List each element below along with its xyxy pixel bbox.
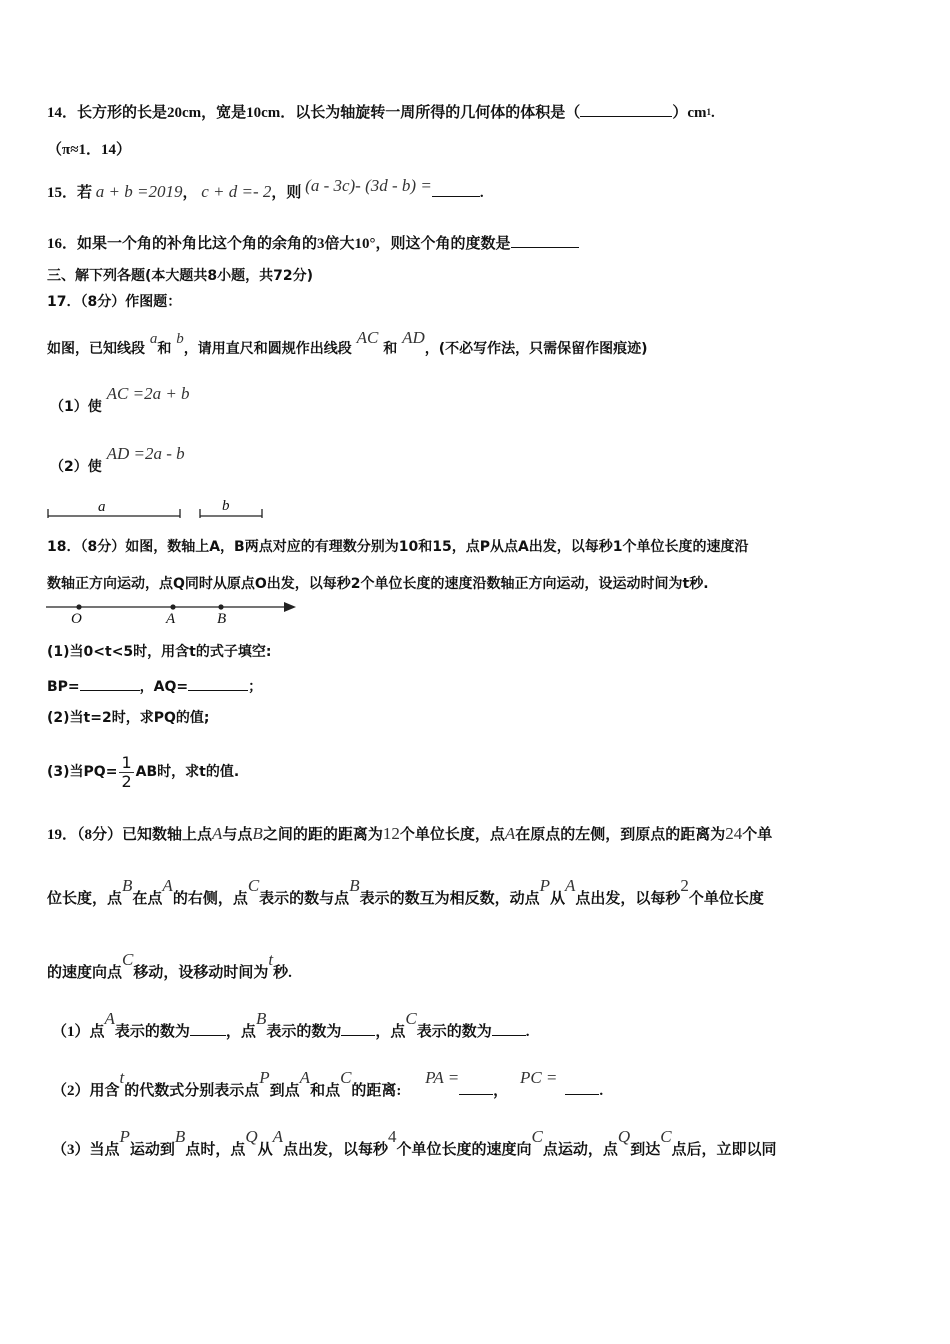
q19-p3-h: 到达 xyxy=(630,1142,661,1158)
q19-p2-a: （2）用含 xyxy=(52,1083,120,1099)
q19-pc-blank[interactable] xyxy=(565,1080,599,1095)
q19-pa-eq: PA = xyxy=(425,1068,460,1087)
q19-pa-blank[interactable] xyxy=(459,1080,493,1095)
q19-p1-blank-a[interactable] xyxy=(190,1021,226,1036)
q14-pi-note: （π≈1．14） xyxy=(47,142,131,158)
q19-line3 xyxy=(47,950,292,983)
q19-p3-var-c: C xyxy=(531,1127,543,1146)
q15-prefix: 15．若 xyxy=(47,185,93,201)
q17-segments-figure xyxy=(40,496,280,526)
q19-var-a: A xyxy=(212,824,223,843)
q19-l2-d: 表示的数与点 xyxy=(259,891,350,907)
q15-line xyxy=(47,176,484,203)
q18-aq: ，AQ= xyxy=(139,679,189,695)
q17-part1-eq: AC =2a + b xyxy=(106,384,190,403)
q19-l2-g: 点出发，以每秒 xyxy=(575,891,681,907)
q19-l2-e: 表示的数互为相反数，动点 xyxy=(359,891,540,907)
q15-sep: ， xyxy=(182,185,198,201)
q19-p2-var-t: t xyxy=(119,1068,125,1087)
segment-a-label: a xyxy=(98,499,106,515)
q18-bp: BP= xyxy=(47,679,80,695)
q19-p2-d: 和点 xyxy=(310,1083,341,1099)
q18-part1-fill xyxy=(47,676,262,697)
axis-label-o: O xyxy=(71,611,82,627)
q19-num-4: 4 xyxy=(388,1127,397,1146)
q15-eq3: (a - 3c)- (3d - b) = xyxy=(305,176,432,195)
q19-p2-var-c: C xyxy=(340,1068,352,1087)
q19-l2-var-c: C xyxy=(247,876,260,895)
q19-p3-var-b: B xyxy=(174,1127,186,1146)
q17-title: 17．（8分）作图题： xyxy=(47,294,182,310)
q15-eq1: a + b =2019 xyxy=(95,182,183,201)
q19-p1-b: 表示的数为 xyxy=(114,1024,190,1040)
q19-l1-e: 在原点的左侧，到原点的距离为 xyxy=(515,827,726,843)
q19-l2-a: 位长度，点 xyxy=(47,891,123,907)
q17-var-a: a xyxy=(149,331,158,347)
q19-p3-var-p: P xyxy=(119,1127,130,1146)
q19-p2-e: 的距离: xyxy=(351,1083,402,1099)
q19-p3-e: 点出发，以每秒 xyxy=(283,1142,389,1158)
q19-l2-h: 个单位长度 xyxy=(688,891,764,907)
q19-p3-g: 点运动，点 xyxy=(542,1142,618,1158)
q18-bp-blank[interactable] xyxy=(80,676,140,691)
q17-seg-ac: AC xyxy=(356,328,379,347)
q17-he1: 和 xyxy=(157,341,172,357)
point-b xyxy=(218,604,223,609)
q19-part3 xyxy=(52,1127,777,1160)
q19-p1-var-b: B xyxy=(255,1009,267,1028)
q19-pc-eq: PC = xyxy=(519,1068,558,1087)
q19-p1-var-c: C xyxy=(405,1009,417,1028)
q17-line-b: ，请用直尺和圆规作出线段 xyxy=(183,341,352,357)
q19-l3-c: 秒. xyxy=(273,965,292,981)
q18-part3-pre: (3)当PQ= xyxy=(47,764,118,780)
segment-a xyxy=(48,509,180,518)
q19-num-24: 24 xyxy=(725,824,743,843)
q18-part3 xyxy=(47,752,239,792)
q19-p2-c: 到点 xyxy=(269,1083,300,1099)
q19-p2-b: 的代数式分别表示点 xyxy=(124,1083,260,1099)
q15-answer-blank[interactable] xyxy=(432,182,480,197)
q19-p3-a: （3）当点 xyxy=(52,1142,120,1158)
q19-l3-b: 移动，设移动时间为 xyxy=(133,965,269,981)
q19-num-12: 12 xyxy=(382,824,400,843)
q14-answer-blank[interactable] xyxy=(580,102,672,117)
segment-b xyxy=(200,509,262,518)
q17-line-c: ，(不必写作法，只需保留作图痕迹) xyxy=(424,341,648,357)
q14-end: . xyxy=(710,105,715,121)
axis-label-b: B xyxy=(217,611,227,627)
q17-line-a: 如图，已知线段 xyxy=(47,341,145,357)
q18-fraction xyxy=(119,754,133,791)
q18-part1: (1)当0<t<5时，用含t的式子填空: xyxy=(47,644,272,660)
q19-l1-c: 之间的距的距离为 xyxy=(262,827,383,843)
q16-answer-blank[interactable] xyxy=(511,233,579,248)
q19-p3-var-a: A xyxy=(272,1127,284,1146)
q19-l1-a: 19．（8分）已知数轴上点 xyxy=(47,827,213,843)
q19-p1-d: 表示的数为 xyxy=(266,1024,342,1040)
q18-line1: 18．（8分）如图，数轴上A，B两点对应的有理数分别为10和15，点P从点A出发，以每秒1个单位长度的速度沿 xyxy=(47,539,749,555)
q19-l2-var-b2: B xyxy=(349,876,360,895)
q19-l3-var-c: C xyxy=(122,950,134,969)
q19-p3-b: 运动到 xyxy=(129,1142,175,1158)
q17-part1 xyxy=(50,384,190,417)
q19-l1-f: 个单 xyxy=(742,827,773,843)
q18-aq-blank[interactable] xyxy=(188,676,248,691)
q19-p3-c: 点时，点 xyxy=(185,1142,246,1158)
q17-seg-ad: AD xyxy=(402,328,425,347)
q19-p1-blank-b[interactable] xyxy=(341,1021,375,1036)
q19-num-2: 2 xyxy=(680,876,689,895)
q19-line2 xyxy=(47,876,764,909)
q19-line1 xyxy=(47,824,772,845)
q19-l3-a: 的速度向点 xyxy=(47,965,123,981)
q19-l2-var-b: B xyxy=(122,876,133,895)
q19-p3-var-q: Q xyxy=(245,1127,258,1146)
q19-p3-var-q2: Q xyxy=(617,1127,631,1146)
q19-l2-var-a: A xyxy=(162,876,173,895)
q18-frac-num: 1 xyxy=(121,752,132,772)
q19-l1-b: 与点 xyxy=(222,827,253,843)
q17-part2-eq: AD =2a - b xyxy=(106,444,185,463)
q19-l2-var-a2: A xyxy=(565,876,576,895)
q18-part3-post: AB时，求t的值. xyxy=(135,764,240,780)
q16-line xyxy=(47,233,579,254)
q19-p2-var-a: A xyxy=(299,1068,311,1087)
q14-exponent: 1 xyxy=(706,107,711,117)
point-o xyxy=(76,604,81,609)
q17-part2 xyxy=(50,444,185,477)
q19-l3-var-t: t xyxy=(268,950,274,969)
q17-he2: 和 xyxy=(383,341,398,357)
q18-frac-den: 2 xyxy=(121,771,132,791)
q17-part2-label: （2）使 xyxy=(50,459,102,475)
q14-close: ）cm xyxy=(672,105,707,121)
q14-text: 14．长方形的长是20cm，宽是10cm．以长为轴旋转一周所得的几何体的体积是（ xyxy=(47,105,581,121)
q15-end: . xyxy=(479,185,484,201)
section3-heading: 三、解下列各题(本大题共8小题，共72分) xyxy=(47,268,314,284)
q19-p1-var-a: A xyxy=(104,1009,115,1028)
q14-line xyxy=(47,102,715,123)
q18-part2: (2)当t=2时，求PQ的值; xyxy=(47,710,210,726)
q18-line2: 数轴正方向运动，点Q同时从原点O出发，以每秒2个单位长度的速度沿数轴正方向运动，设运动时间为t秒. xyxy=(47,576,709,592)
q19-p3-i: 点后，立即以同 xyxy=(671,1142,777,1158)
q19-var-b: B xyxy=(252,824,263,843)
q17-var-b: b xyxy=(176,331,184,347)
q16-text: 16．如果一个角的补角比这个角的余角的3倍大10°，则这个角的度数是 xyxy=(47,236,511,252)
q19-p1-c: ，点 xyxy=(225,1024,256,1040)
q19-p2-comma: ， xyxy=(493,1083,509,1099)
q19-l2-b: 在点 xyxy=(132,891,163,907)
q19-p1-a: （1）点 xyxy=(52,1024,105,1040)
q19-var-a2: A xyxy=(504,824,516,843)
segment-b-label: b xyxy=(222,498,230,514)
q17-part1-label: （1）使 xyxy=(50,399,102,415)
point-a xyxy=(170,604,175,609)
q19-p3-f: 个单位长度的速度向 xyxy=(396,1142,532,1158)
q19-p1-blank-c[interactable] xyxy=(492,1021,526,1036)
q19-part1 xyxy=(52,1009,530,1042)
q17-line xyxy=(47,328,648,359)
q15-eq2: c + d =- 2 xyxy=(201,182,272,201)
q19-l2-c: 的右侧，点 xyxy=(172,891,248,907)
axis-arrow-icon xyxy=(284,602,296,612)
q19-l2-var-p: P xyxy=(539,876,550,895)
q19-l2-f: 从 xyxy=(549,891,565,907)
q19-p2-end: . xyxy=(599,1083,604,1099)
q19-part2 xyxy=(52,1068,604,1101)
q15-mid: ，则 xyxy=(271,185,302,201)
q19-p1-end: . xyxy=(525,1024,530,1040)
q19-p3-var-c2: C xyxy=(660,1127,672,1146)
q19-p1-f: 表示的数为 xyxy=(416,1024,492,1040)
q19-p3-d: 从 xyxy=(257,1142,273,1158)
axis-label-a: A xyxy=(166,611,176,627)
q19-p2-var-p: P xyxy=(259,1068,270,1087)
q19-p1-e: ，点 xyxy=(375,1024,406,1040)
q18-part1-end: ； xyxy=(248,679,263,695)
q19-l1-d: 个单位长度，点 xyxy=(399,827,505,843)
